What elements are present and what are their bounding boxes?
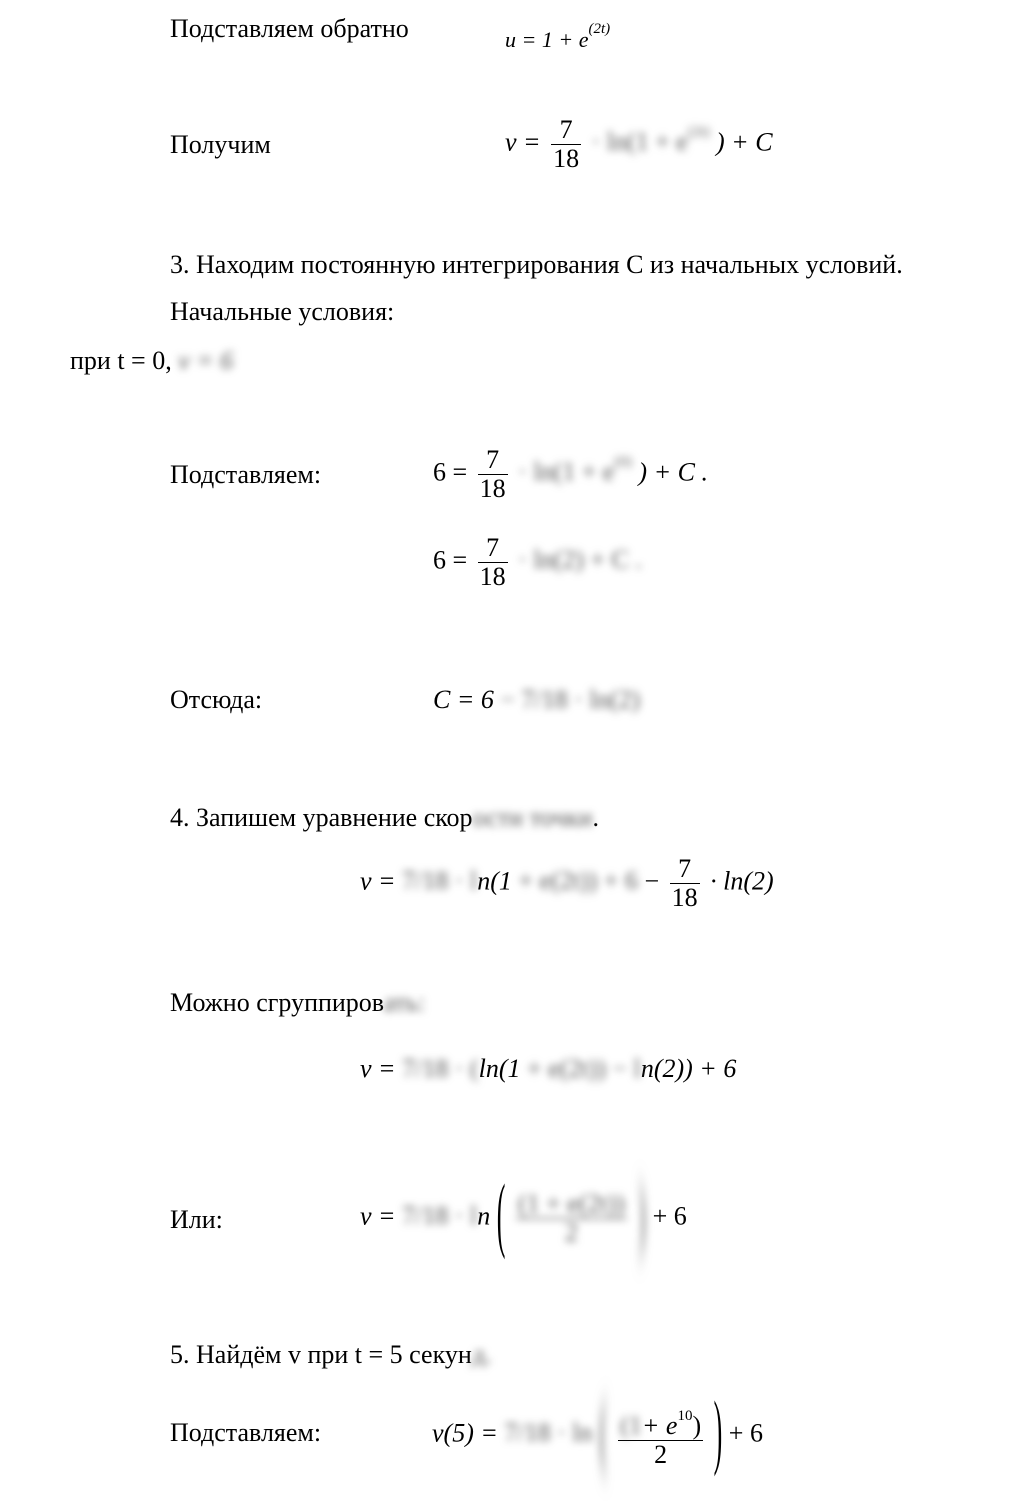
or-label: Или: — [170, 1205, 223, 1234]
subst1-lhs: 6 = — [433, 457, 468, 487]
subst2-fraction: $\frac{7}{18}$ — [479, 533, 506, 591]
sub-back-formula-exp: (2t) — [588, 21, 611, 37]
hence-blurred: − 7/18 · ln(2) — [500, 685, 640, 714]
eq2-blurred-2: + e(2t)) − l — [527, 1054, 641, 1083]
step-5-heading — [170, 1340, 491, 1370]
eq4-num-blurred: (1 — [620, 1411, 642, 1440]
eq4-left-paren: ( — [599, 1385, 608, 1479]
eq1-tail: · ln(2) — [710, 866, 774, 896]
subst1-blurred: · $\ln(1 + e^{(0)}$ — [518, 454, 632, 487]
at-t0-text: при t = 0, — [70, 346, 172, 375]
eq1-mid: n(1 — [477, 866, 512, 896]
eq1-fraction: $\frac{7}{18}$ — [671, 854, 698, 912]
eq4-num-close: ) — [692, 1411, 702, 1440]
step-3-heading: 3. Находим постоянную интегрирования С из начальных условий. — [170, 250, 903, 279]
eq1-lhs: v = — [360, 866, 396, 896]
get-formula — [505, 116, 773, 173]
sub-back-formula-text: u = 1 + e — [505, 27, 589, 52]
step5-blurred: д. — [471, 1340, 492, 1369]
step-4-heading — [170, 803, 599, 833]
eq3-lhs: v = — [360, 1201, 396, 1231]
group-visible: Можно сгруппиров — [170, 988, 384, 1017]
subst3-label: Подставляем: — [170, 1418, 322, 1447]
step4-visible: 4. Запишем уравнение скор — [170, 803, 473, 832]
subst1-fraction: $\frac{7}{18}$ — [479, 445, 506, 503]
eq4-blurred: 7/18 · ln — [504, 1418, 593, 1448]
eq3-blurred: 7/18 · l — [402, 1201, 478, 1231]
eq1-blurred-2: + e(2t)) + 6 — [518, 866, 638, 896]
eq2-tail: n(2)) + 6 — [640, 1054, 737, 1083]
equation-2 — [360, 1054, 736, 1084]
eq3-tail: + 6 — [652, 1201, 687, 1231]
subst-label: Подставляем: — [170, 460, 322, 489]
hence-label: Отсюда: — [170, 685, 263, 714]
hence-lhs: C = 6 — [433, 685, 494, 714]
eq2-lhs: v = — [360, 1054, 396, 1083]
eq4-lhs: v(5) = — [432, 1418, 498, 1448]
eq4-num: + e — [641, 1411, 678, 1440]
at-t0-blurred: v = 6 — [178, 346, 234, 375]
step5-visible: 5. Найдём v при t = 5 секун — [170, 1340, 472, 1369]
subst2-lhs: 6 = — [433, 545, 468, 575]
eq3-left-paren: ( — [496, 1168, 506, 1262]
initial-conditions-label: Начальные условия: — [170, 297, 395, 326]
step4-blurred: ости точки — [472, 803, 593, 832]
at-t0-line — [70, 346, 233, 376]
eq1-blurred: 7/18 · l — [402, 866, 478, 896]
eq3-fraction: $\frac{(1 + e(2t))}{2}$ — [517, 1189, 625, 1247]
eq4-fraction — [618, 1402, 703, 1469]
eq4-tail: + 6 — [728, 1418, 763, 1448]
eq4-right-paren: ) — [713, 1385, 723, 1479]
get-formula-lhs: v = — [505, 127, 541, 157]
equation-3 — [360, 1168, 687, 1262]
get-formula-blurred: · $\ln(1 + e^{(2t)}$ — [591, 124, 710, 157]
get-formula-tail: ) + C — [716, 127, 773, 157]
hence-formula — [433, 685, 640, 715]
eq1-minus: − — [644, 866, 660, 896]
sub-back-formula — [505, 14, 610, 55]
equation-4 — [432, 1385, 763, 1479]
eq3-n: n — [477, 1201, 491, 1231]
group-label — [170, 988, 425, 1018]
subst-formula-1 — [433, 446, 708, 503]
sub-back-label: Подставляем обратно — [170, 14, 409, 43]
eq4-exp: 10 — [677, 1408, 693, 1424]
eq2-mid: ln(1 — [478, 1054, 521, 1083]
subst2-blurred: · ln(2) + C . — [518, 545, 642, 575]
get-formula-fraction: $\frac{7}{18}$ — [553, 115, 580, 173]
eq4-den: 2 — [618, 1440, 703, 1469]
get-label: Получим — [170, 130, 271, 159]
subst1-tail: ) + C . — [638, 457, 708, 487]
subst-formula-2 — [433, 534, 642, 591]
step4-end: . — [592, 803, 599, 832]
eq3-right-paren: ) — [637, 1168, 647, 1262]
eq2-blurred: 7/18 · ( — [402, 1054, 479, 1083]
group-blurred: ать: — [383, 988, 426, 1017]
equation-1 — [360, 855, 774, 912]
